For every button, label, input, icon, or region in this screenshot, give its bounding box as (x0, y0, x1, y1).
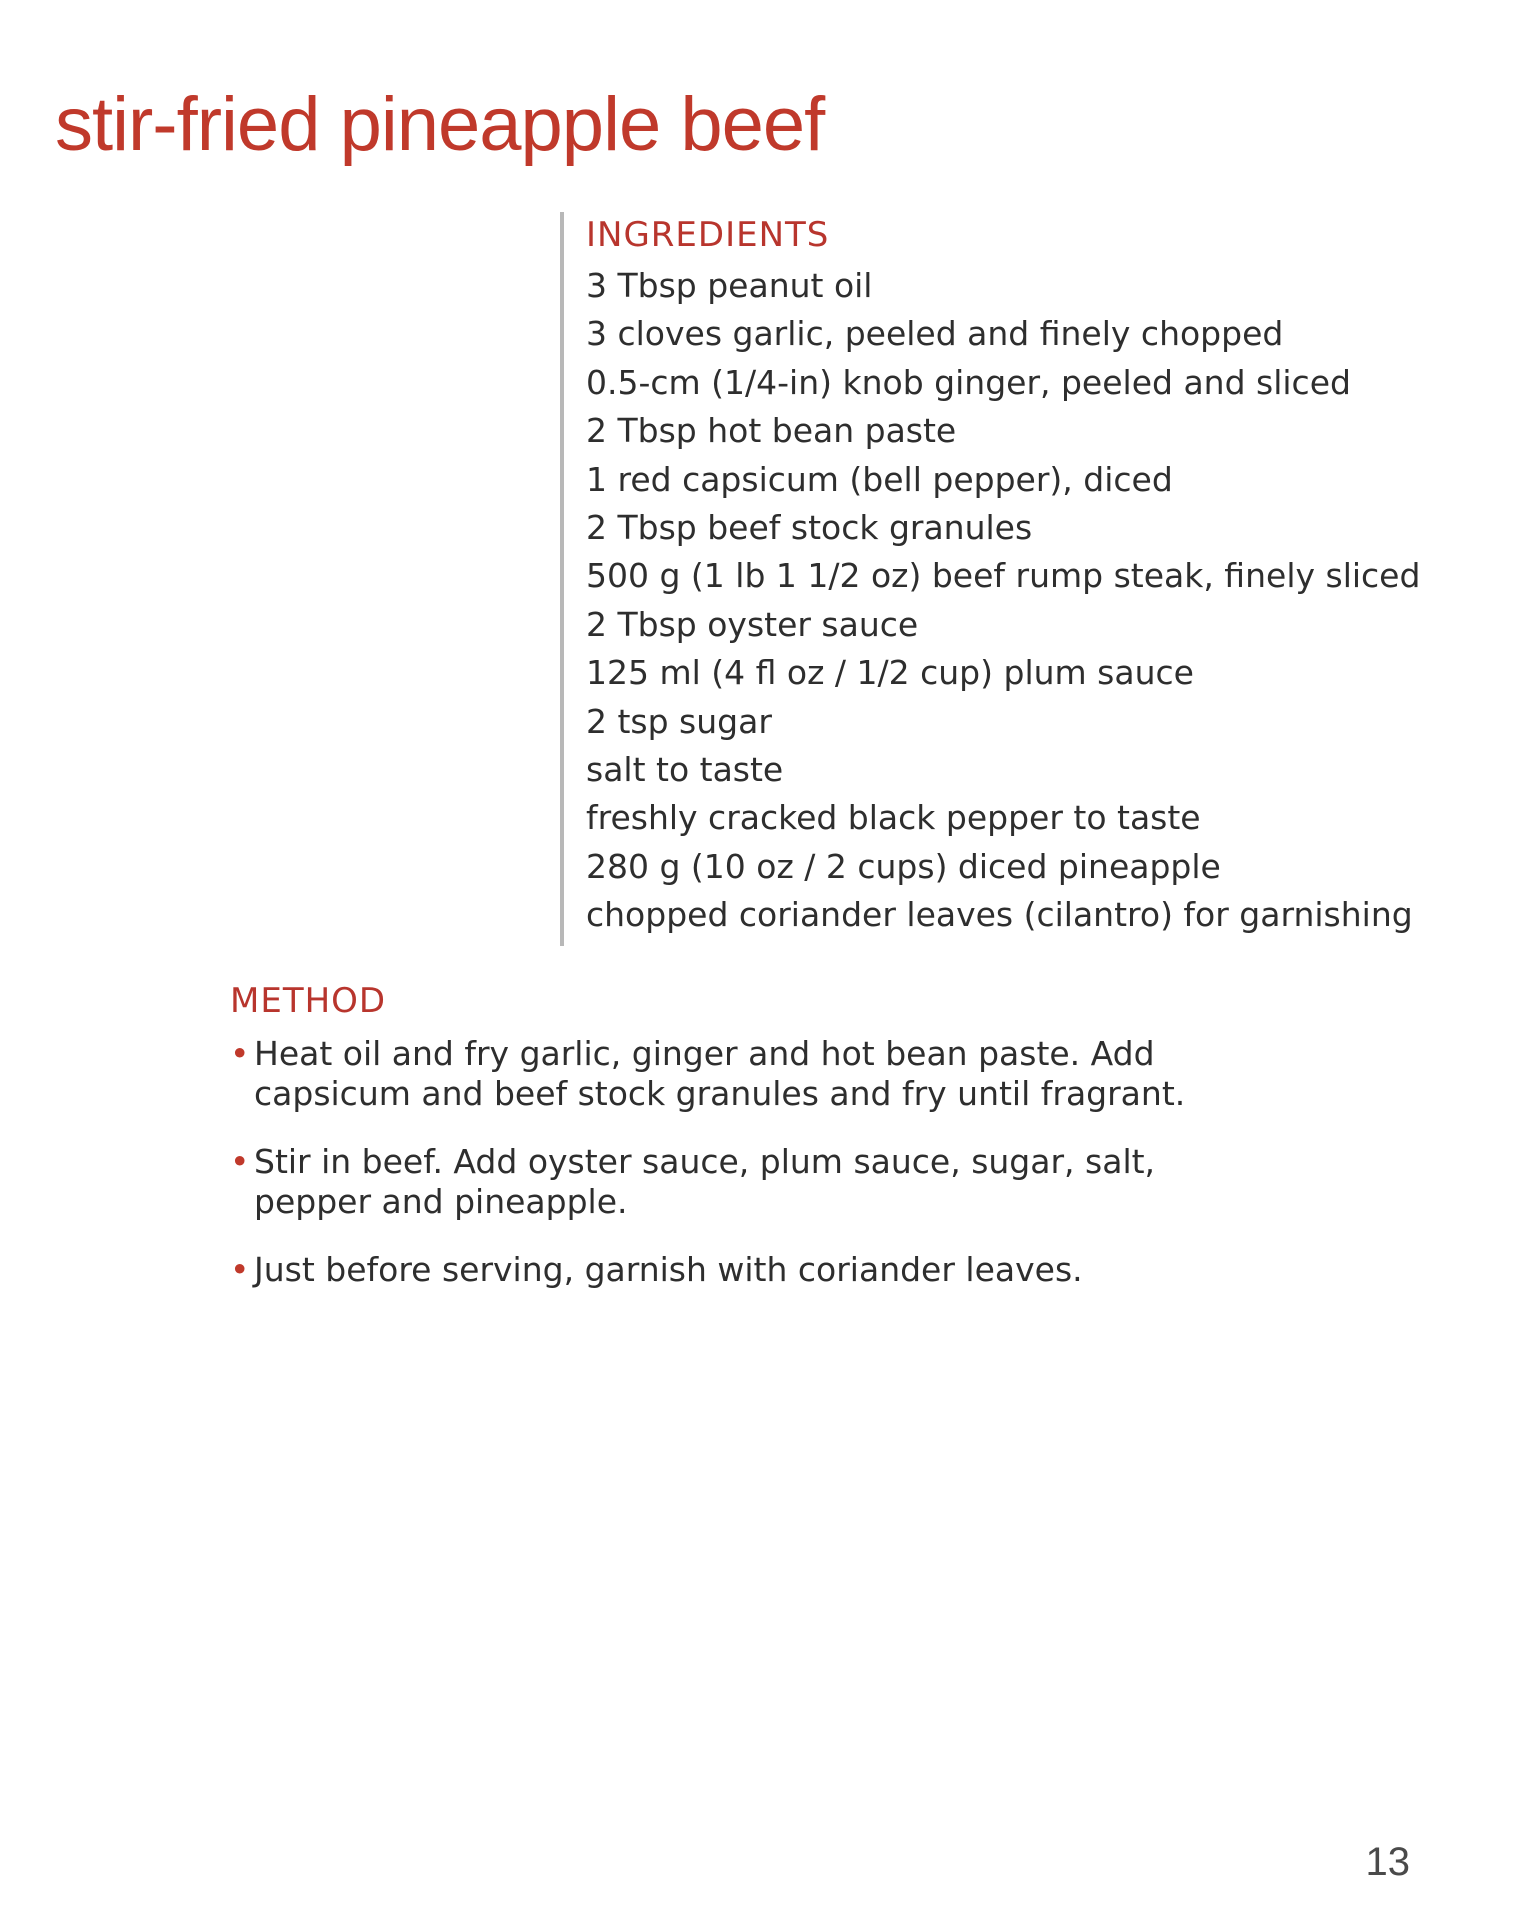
method-step (230, 1250, 1214, 1290)
method-step-text: Just before serving, garnish with coriander leaves. (254, 1250, 1083, 1289)
method-section (230, 978, 1380, 1318)
ingredient-item: 3 Tbsp peanut oil (586, 266, 873, 305)
method-step-text: Heat oil and fry garlic, ginger and hot bean paste. Add capsicum and beef stock granules and fry until fragrant. (254, 1034, 1186, 1113)
ingredient-item: 2 Tbsp hot bean paste (586, 411, 957, 451)
bullet-icon: • (230, 1034, 250, 1073)
ingredients-heading: INGREDIENTS (586, 215, 830, 255)
method-step (230, 1142, 1214, 1222)
ingredient-item: 2 tsp sugar (586, 701, 772, 741)
method-steps (230, 1034, 1380, 1290)
ingredient-item: 2 Tbsp oyster sauce (586, 604, 919, 644)
ingredients-list (586, 262, 1466, 940)
ingredient-item: 0.5-cm (1/4-in) knob ginger, peeled and sliced (586, 362, 1351, 402)
ingredient-item: 280 g (10 oz / 2 cups) diced pineapple (586, 846, 1221, 886)
ingredient-item: 1 red capsicum (bell pepper), diced (586, 459, 1173, 499)
method-step (230, 1034, 1214, 1114)
ingredient-item: 500 g (1 lb 1 1/2 oz) beef rump steak, finely sliced (586, 556, 1421, 596)
ingredient-item: 2 Tbsp beef stock granules (586, 508, 1033, 548)
bullet-icon: • (230, 1142, 250, 1181)
ingredient-item: salt to taste (586, 750, 784, 790)
ingredients-section (560, 212, 1466, 946)
bullet-icon: • (230, 1250, 250, 1289)
ingredient-item: chopped coriander leaves (cilantro) for garnishing (586, 895, 1413, 935)
method-step-text: Stir in beef. Add oyster sauce, plum sauce, sugar, salt, pepper and pineapple. (254, 1142, 1156, 1221)
method-heading: METHOD (230, 981, 387, 1021)
page-number: 13 (1365, 1840, 1410, 1884)
ingredient-item: 125 ml (4 fl oz / 1/2 cup) plum sauce (586, 653, 1194, 693)
recipe-title: stir-fried pineapple beef (55, 82, 825, 167)
ingredient-item: freshly cracked black pepper to taste (586, 798, 1201, 838)
ingredient-item: 3 cloves garlic, peeled and finely chopped (586, 314, 1284, 354)
